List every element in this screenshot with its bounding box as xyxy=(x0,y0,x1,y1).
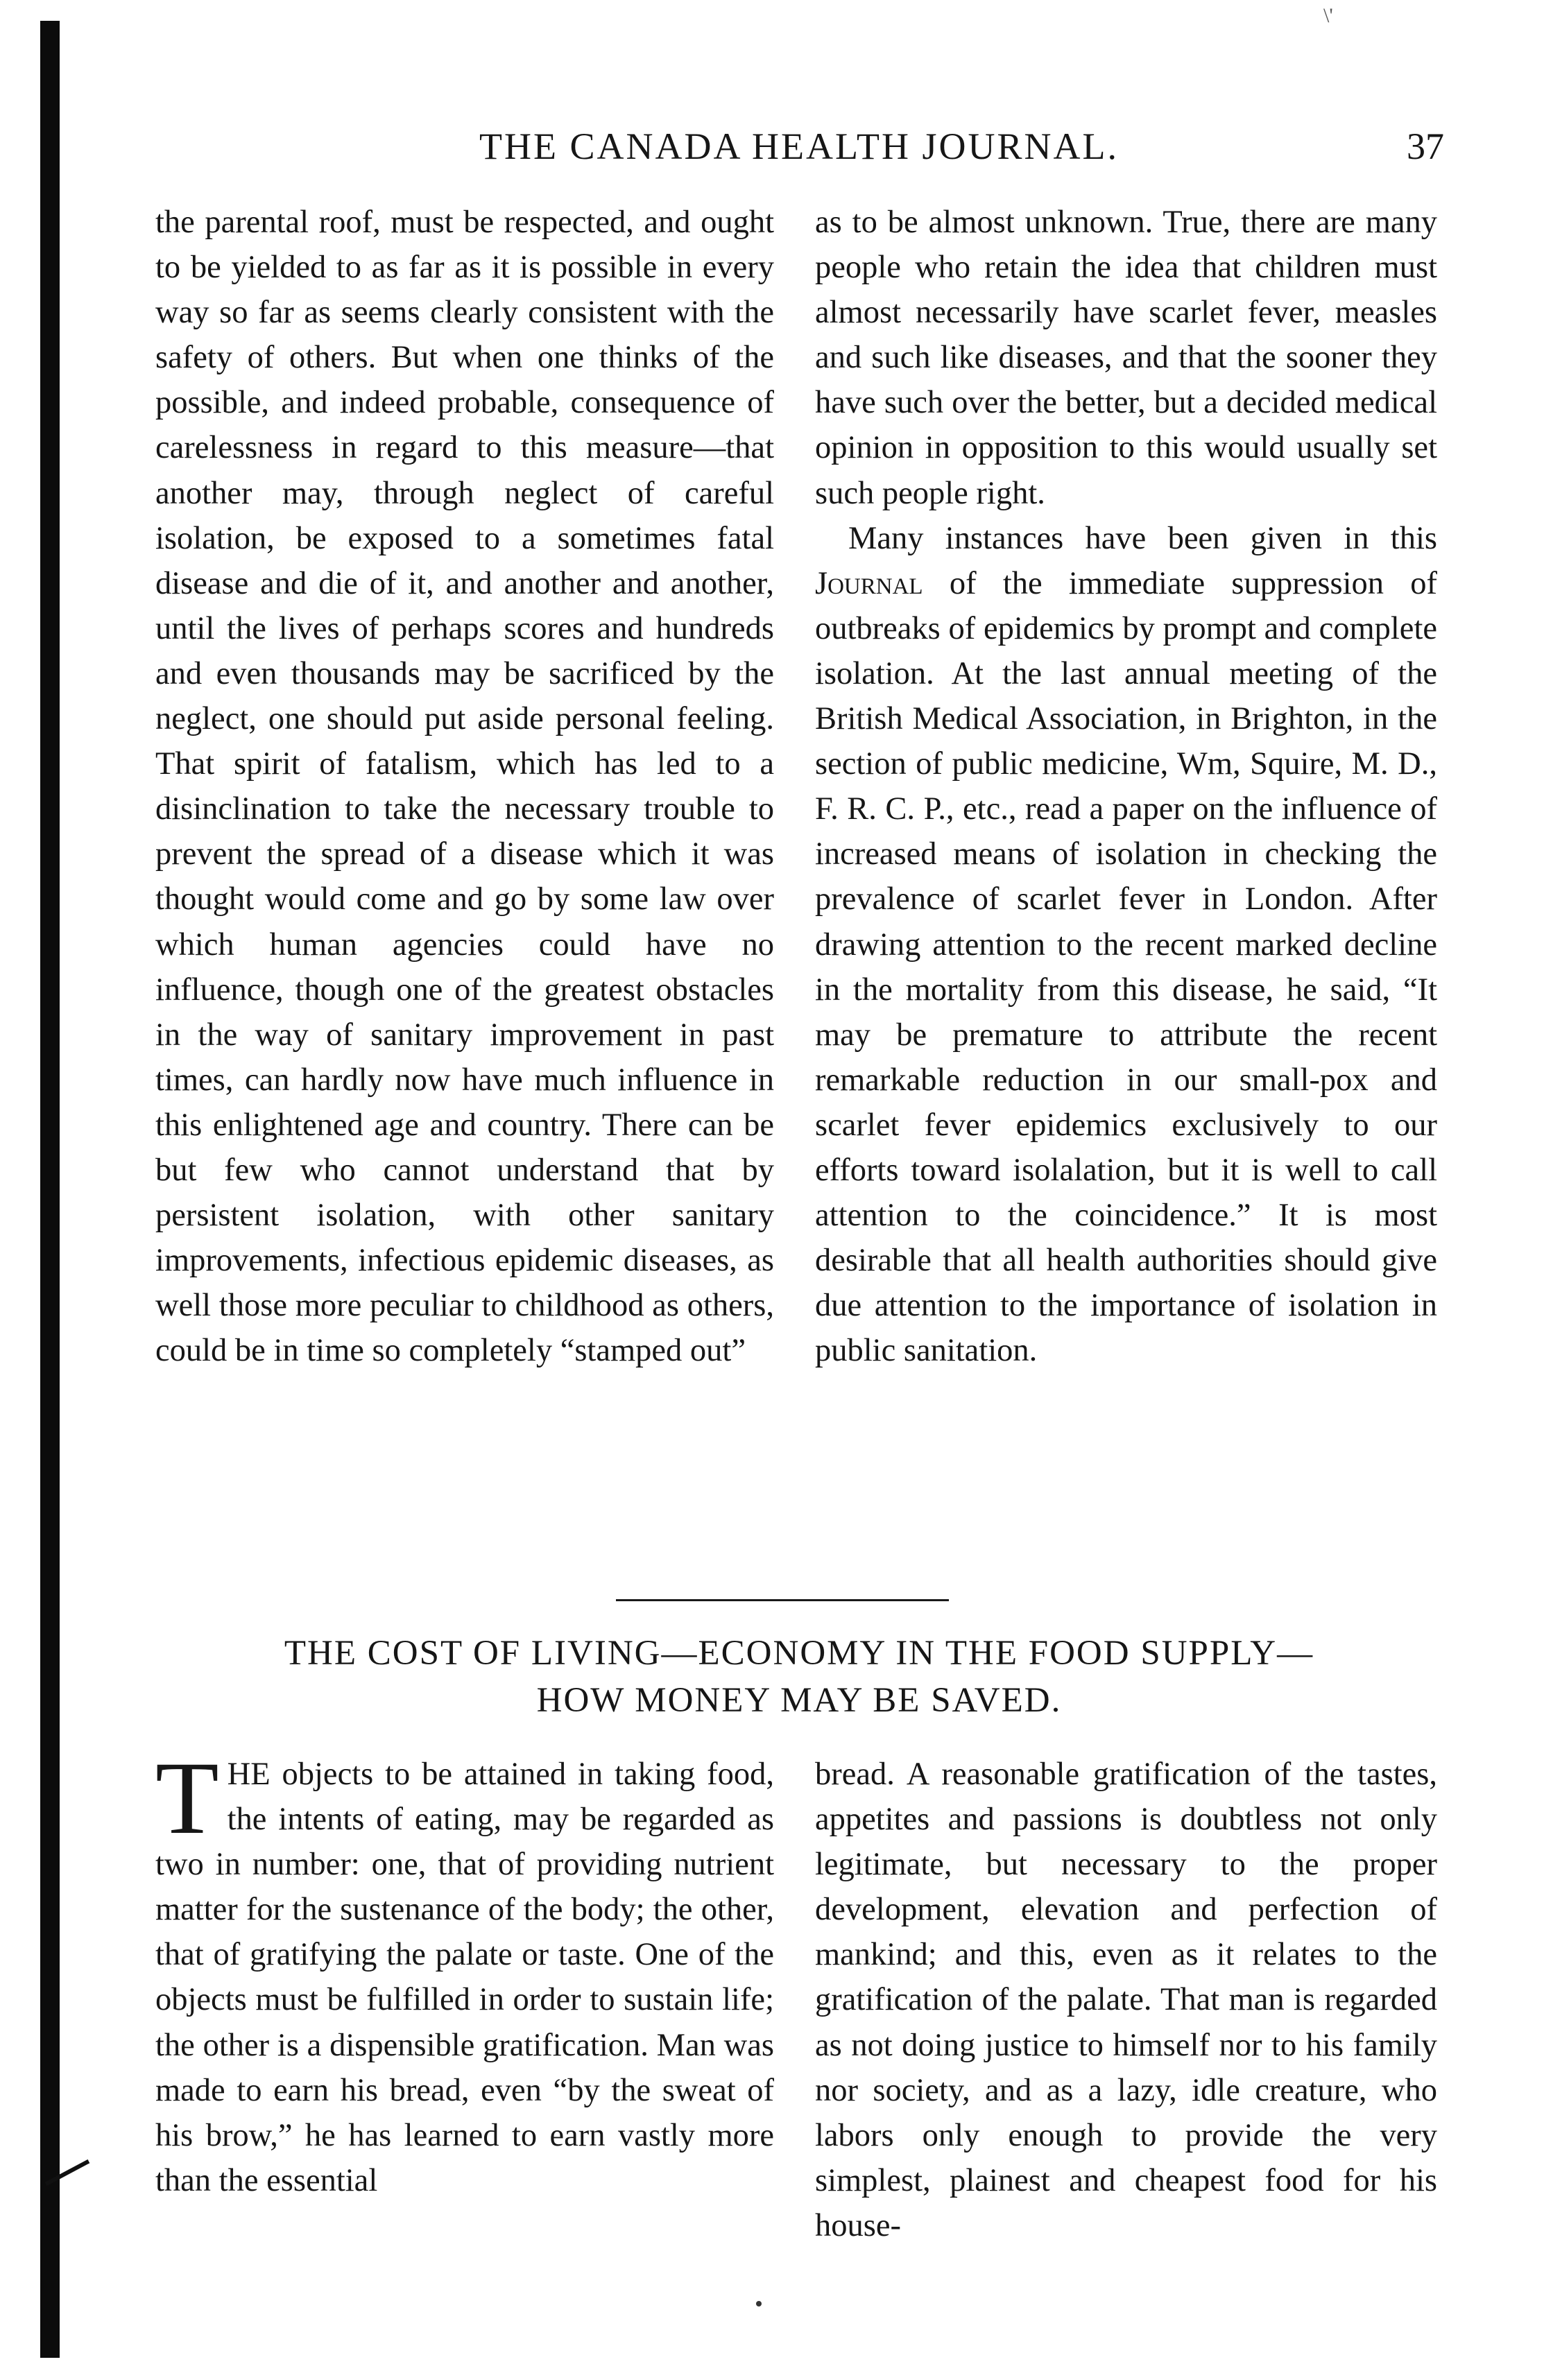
article-left-text: HE objects to be attained in taking food, the intents of eating, may be regarded as two in number: one, that of providing nutrient matter for the sustenance of the body; the other, that of gratifying the palate or taste. One of the objects must be fulfilled in order to sustain life; the other is a dispensible gratification. Man was made to earn his bread, even “by the sweat of his brow,” he has learned to earn vastly more than the essential xyxy=(155,1757,774,2198)
top-right-paragraph-2 xyxy=(815,516,1437,1374)
paragraph-2-before: Many instances have been given in this xyxy=(848,520,1437,556)
journal-smallcaps: Journal xyxy=(815,565,923,601)
article-title xyxy=(154,1630,1444,1724)
page-number: 37 xyxy=(1407,126,1444,167)
binding-edge xyxy=(40,21,60,2358)
section-rule xyxy=(616,1599,949,1601)
drop-cap: T xyxy=(155,1741,219,1856)
running-head xyxy=(154,122,1444,171)
top-right-paragraph-1: as to be almost unknown. True, there are many people who retain the idea that children must almost necessarily have scarlet fever, measles and such like diseases, and that the sooner they have such over the better, but a decided medical opinion in opposition to this would usually set such people right. xyxy=(815,205,1437,511)
top-right-column xyxy=(815,200,1437,1373)
top-left-paragraph: the parental roof, must be respected, and ought to be yielded to as far as it is possible in every way so far as seems clearly consistent with the safety of others. But when one thinks of the possible, and indeed probable, consequence of carelessness in regard to this measure—that another may, through neglect of careful isolation, be exposed to a sometimes fatal disease and die of it, and another and another, until the lives of perhaps scores and hundreds and even thousands may be sacrificed by the neglect, one should put aside personal feeling. That spirit of fatalism, which has led to a disinclination to take the necessary trouble to prevent the spread of a disease which it was thought would come and go by some law over which human agencies could have no influence, though one of the greatest obstacles in the way of sanitary improvement in past times, can hardly now have much influence in this enlightened age and country. There can be but few who cannot understand that by persistent isolation, with other sanitary improvements, infectious epidemic diseases, as well those more peculiar to childhood as others, could be in time so completely “stamped out” xyxy=(155,205,774,1369)
article-title-line-1: THE COST OF LIVING—ECONOMY IN THE FOOD SUPPLY— xyxy=(284,1634,1314,1673)
article-right-column xyxy=(815,1752,1437,2248)
corner-mark: \' xyxy=(1323,4,1333,27)
paragraph-2-after: of the immediate suppression of outbreaks of epidemics by prompt and complete isolation. At the last annual meeting of the British Medical Association, in Brighton, in the section of public medicine, Wm, Squire, M. D., F. R. C. P., etc., read a paper on the influence of increased means of isolation in checking the prevalence of scarlet fever in London. After drawing attention to the recent marked decline in the mortality from this disease, he said, “It may be premature to attribute the recent remarkable reduction in our small-pox and scarlet fever epidemics exclusively to our efforts toward isolalation, but it is well to call attention to the coincidence.” It is most desirable that all health authorities should give due attention to the importance of isolation in public sanitation. xyxy=(815,565,1438,1369)
article-left-column xyxy=(155,1741,774,2203)
top-left-column xyxy=(155,200,774,1373)
article-right-paragraph: bread. A reasonable gratification of the tastes, appetites and passions is doubtless not only legitimate, but necessary to the proper development, elevation and perfection of mankind; and this, even as it relates to the gratification of the palate. That man is regarded as not doing justice to himself nor to his family nor society, and as a lazy, idle creature, who labors only enough to provide the very simplest, plainest and cheapest food for his house- xyxy=(815,1757,1437,2243)
bottom-dot xyxy=(756,2301,762,2306)
article-title-line-2: HOW MONEY MAY BE SAVED. xyxy=(536,1681,1062,1720)
running-title: THE CANADA HEALTH JOURNAL. xyxy=(479,126,1119,167)
article-left-paragraph xyxy=(155,1741,774,2203)
